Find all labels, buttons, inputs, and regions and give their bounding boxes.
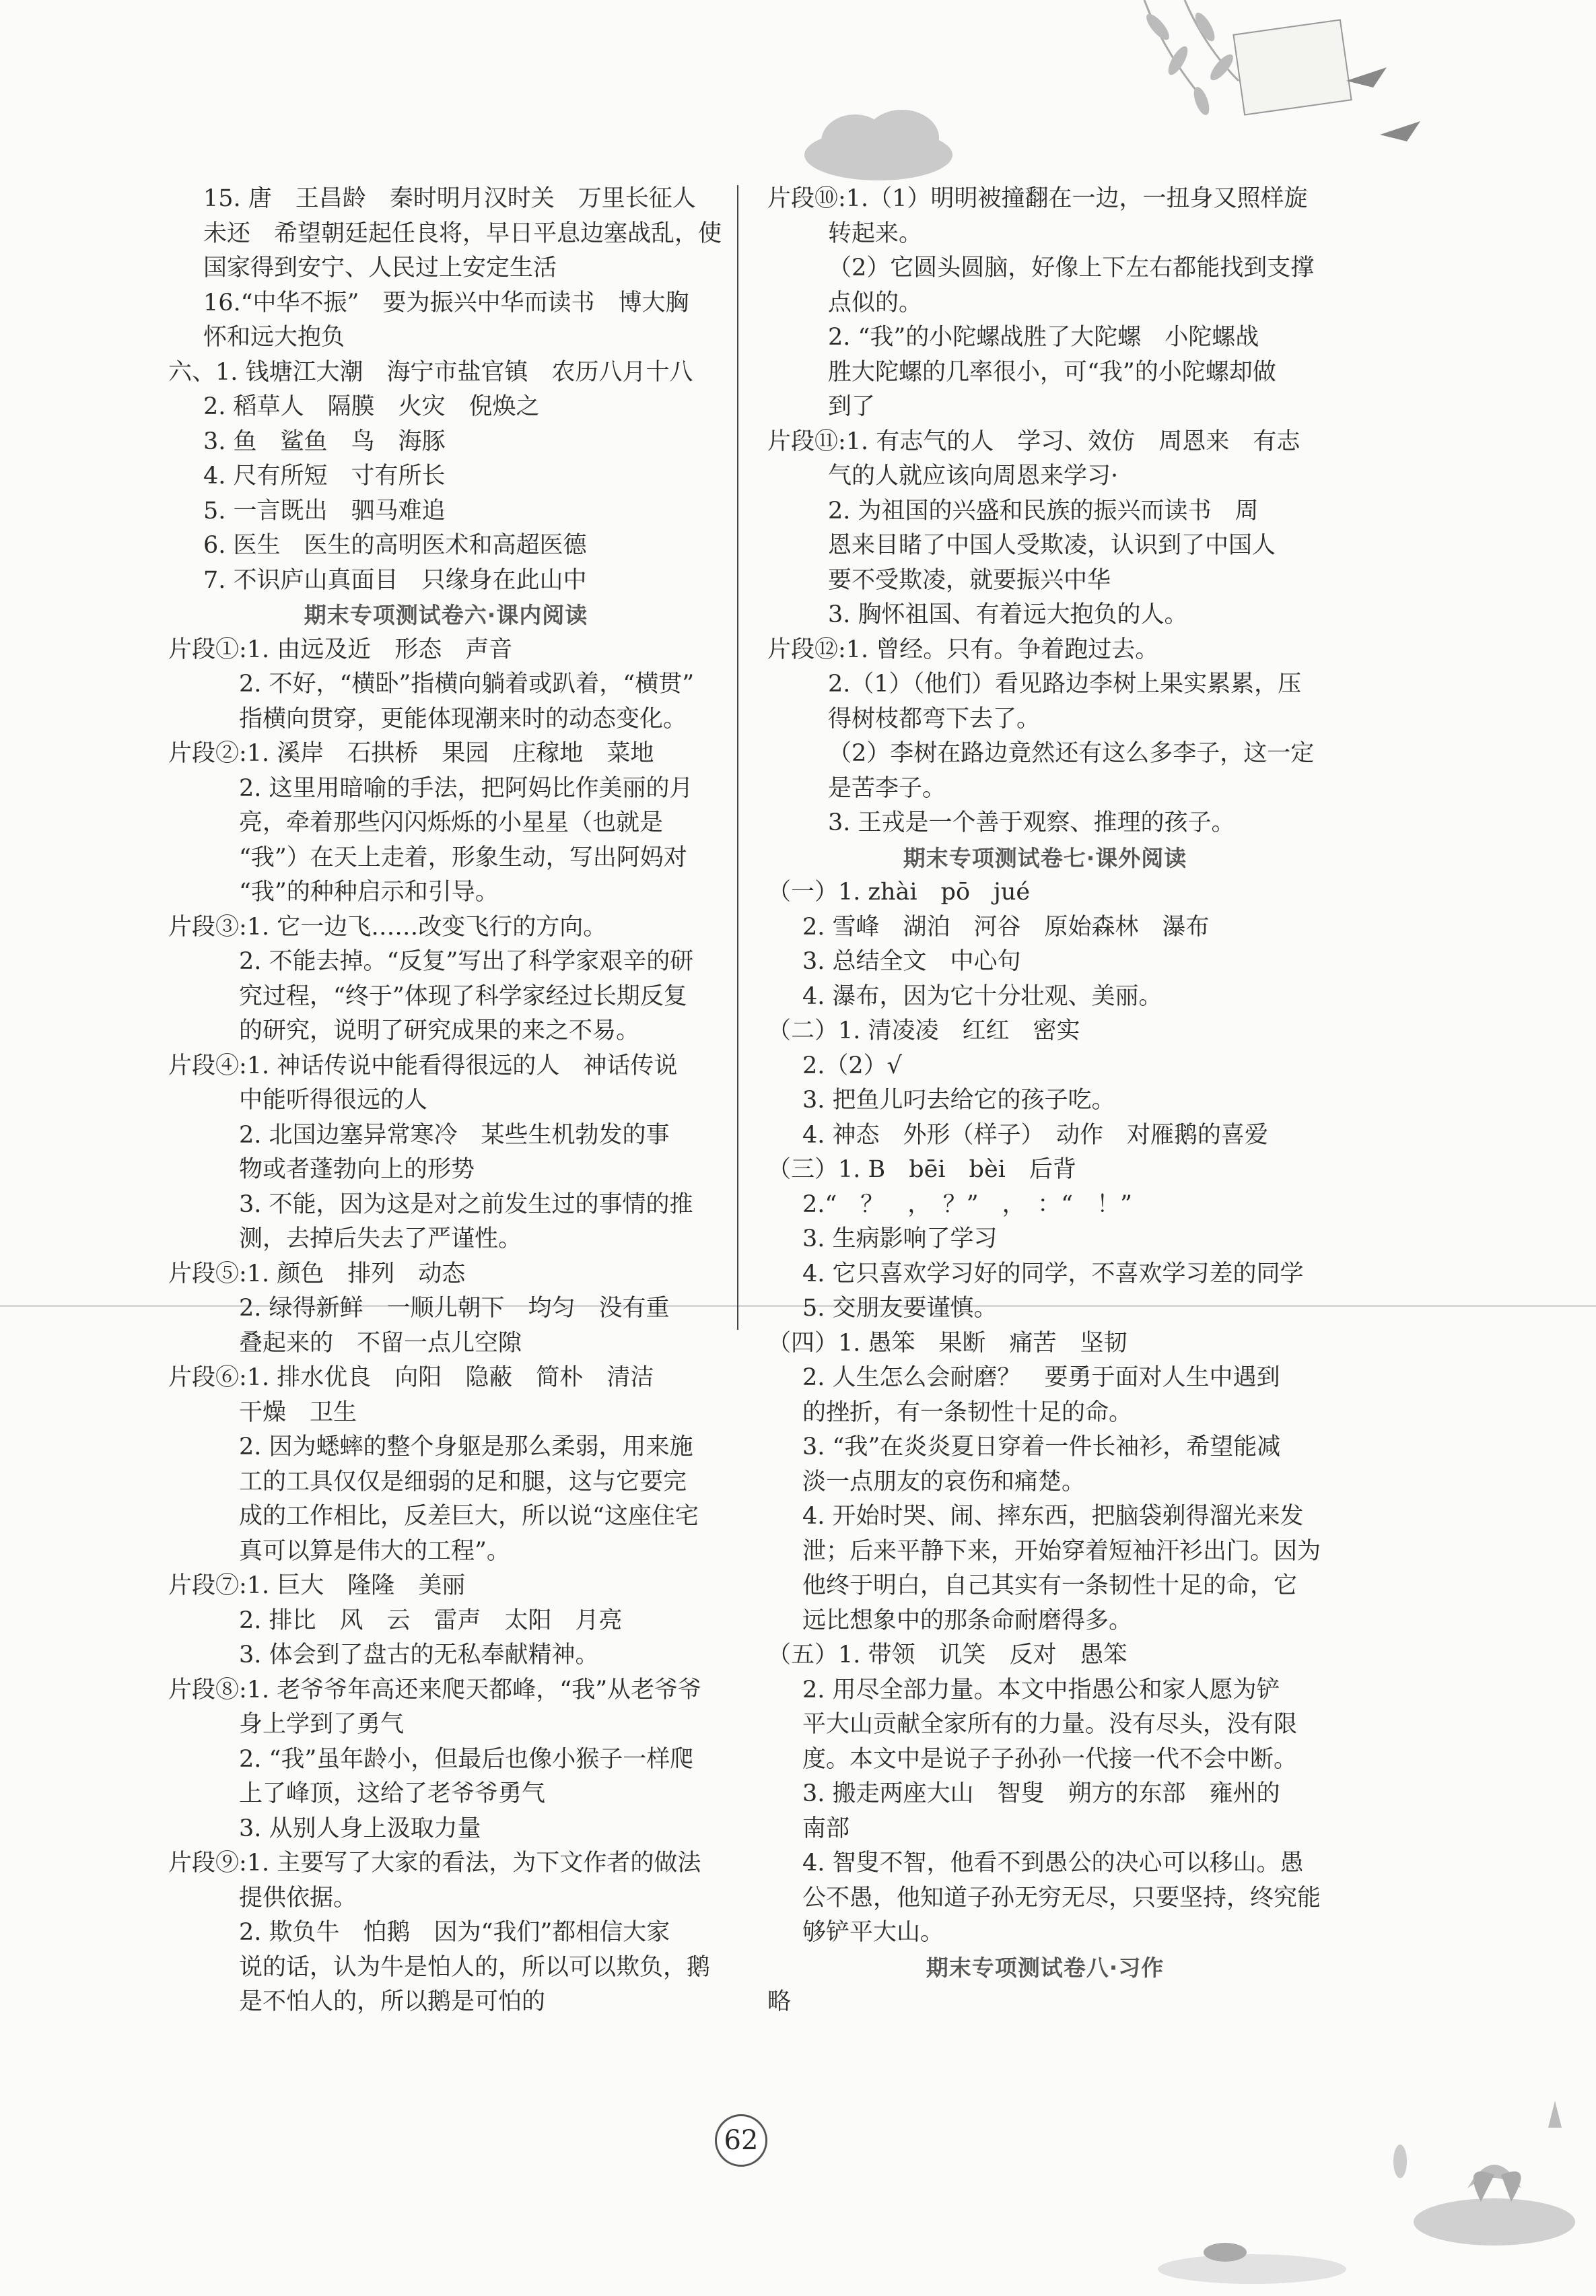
answer-line: 7. 不识庐山真面目 只缘身在此山中 <box>203 566 587 594</box>
answer-line: 说的话，认为牛是怕人的，所以可以欺负，鹅 <box>239 1953 711 1981</box>
answer-line: 2. 北国边塞异常寒冷 某些生机勃发的事 <box>239 1121 670 1149</box>
answer-line: 2. 人生怎么会耐磨？ 要勇于面对人生中遇到 <box>802 1364 1280 1391</box>
answer-line: （2）李树在路边竟然还有这么多李子，这一定 <box>828 740 1315 767</box>
answer-line: 究过程，“终于”体现了科学家经过长期反复 <box>239 982 687 1010</box>
answer-line: “我”）在天上走着，形象生动，写出阿妈对 <box>239 844 687 871</box>
answer-line: 2. 用尽全部力量。本文中指愚公和家人愿为铲 <box>802 1676 1280 1703</box>
answer-line: 3. 生病影响了学习 <box>802 1225 998 1252</box>
answer-line: 3. 把鱼儿叼去给它的孩子吃。 <box>802 1087 1115 1114</box>
answer-line: 3. 总结全文 中心句 <box>802 948 1021 975</box>
answer-line: 片段⑤:1. 颜色 排列 动态 <box>168 1260 466 1287</box>
answer-line: 够铲平大山。 <box>802 1919 944 1946</box>
answer-line: 点似的。 <box>828 289 923 316</box>
page-number: 62 <box>715 2114 767 2167</box>
answer-line: 气的人就应该向周恩来学习· <box>828 463 1119 489</box>
answer-line: 是苦李子。 <box>828 774 946 802</box>
answer-line: 3. 体会到了盘古的无私奉献精神。 <box>239 1642 599 1668</box>
answer-line: 2. 因为蟋蟀的整个身躯是那么柔弱，用来施 <box>239 1433 693 1460</box>
answer-line: 泄；后来平静下来，开始穿着短袖汗衫出门。因为 <box>802 1537 1321 1565</box>
answer-line: 片段⑥:1. 排水优良 向阳 隐蔽 简朴 清洁 <box>168 1364 654 1391</box>
answer-line: 怀和远大抱负 <box>203 324 345 351</box>
answer-line: 3. 不能，因为这是对之前发生过的事情的推 <box>239 1190 693 1218</box>
answer-line: 片段⑧:1. 老爷爷年高还来爬天都峰，“我”从老爷爷 <box>168 1676 702 1703</box>
left-answer-column <box>168 182 724 2020</box>
answer-line: （一）1. zhài pō jué <box>767 879 1031 906</box>
answer-line: 片段③:1. 它一边飞……改变飞行的方向。 <box>168 913 607 941</box>
answer-line: 的挫折，有一条韧性十足的命。 <box>802 1398 1133 1426</box>
answer-line: 的研究，说明了研究成果的来之不易。 <box>239 1017 640 1044</box>
answer-line: 片段⑫:1. 曾经。只有。争着跑过去。 <box>767 636 1159 663</box>
answer-line: 片段⑪:1. 有志气的人 学习、效仿 周恩来 有志 <box>767 428 1300 455</box>
answer-line: 6. 医生 医生的高明医术和高超医德 <box>203 532 587 559</box>
column-divider <box>737 185 738 1330</box>
answer-line: 公不愚，他知道子孙无穷无尽，只要坚持，终究能 <box>802 1884 1321 1912</box>
answer-line: 2.“ ？ ， ？” ， ：“ ！” <box>802 1190 1132 1218</box>
answer-line: 转起来。 <box>828 220 923 247</box>
section-heading: 期末专项测试卷七·课外阅读 <box>903 844 1187 871</box>
answer-line: 2. “我”的小陀螺战胜了大陀螺 小陀螺战 <box>828 324 1259 351</box>
answer-line: 指横向贯穿，更能体现潮来时的动态变化。 <box>239 705 687 733</box>
answer-line: 2.（1）（他们）看见路边李树上果实累累，压 <box>828 671 1302 698</box>
answer-line: 工的工具仅仅是细弱的足和腿，这与它要完 <box>239 1468 687 1495</box>
answer-line: 3. 胸怀祖国、有着远大抱负的人。 <box>828 601 1188 628</box>
answer-line: 提供依据。 <box>239 1884 357 1912</box>
section-heading: 期末专项测试卷六·课内阅读 <box>304 602 588 628</box>
answer-line: （五）1. 带领 讥笑 反对 愚笨 <box>767 1642 1127 1668</box>
answer-line: 2. 不好，“横卧”指横向躺着或趴着，“横贯” <box>239 671 695 698</box>
answer-line: 片段④:1. 神话传说中能看得很远的人 神话传说 <box>168 1052 678 1079</box>
answer-line: 5. 一言既出 驷马难追 <box>203 497 446 525</box>
answer-line: 南部 <box>802 1815 850 1842</box>
answer-line: 上了峰顶，这给了老爷爷勇气 <box>239 1780 546 1807</box>
answer-line: 2. 雪峰 湖泊 河谷 原始森林 瀑布 <box>802 913 1210 941</box>
answer-line: 2. 为祖国的兴盛和民族的振兴而读书 周 <box>828 497 1259 525</box>
answer-line: 2. 排比 风 云 雷声 太阳 月亮 <box>239 1607 623 1634</box>
answer-line: 4. 瀑布，因为它十分壮观、美丽。 <box>802 982 1163 1010</box>
answer-line: 片段⑦:1. 巨大 隆隆 美丽 <box>168 1572 466 1599</box>
willow-branch-decoration <box>1104 0 1454 155</box>
answer-line: 片段⑩:1.（1）明明被撞翻在一边，一扭身又照样旋 <box>767 185 1308 212</box>
right-answer-column <box>767 182 1323 2020</box>
answer-line: “我”的种种启示和引导。 <box>239 879 499 906</box>
answer-line: 是不怕人的，所以鹅是可怕的 <box>239 1988 546 2015</box>
answer-line: 3. 王戎是一个善于观察、推理的孩子。 <box>828 809 1235 836</box>
answer-line: 片段②:1. 溪岸 石拱桥 果园 庄稼地 菜地 <box>168 740 654 767</box>
section-heading: 期末专项测试卷八·习作 <box>926 1954 1165 1981</box>
answer-line: 要不受欺凌，就要振兴中华 <box>828 566 1111 594</box>
answer-line: 中能听得很远的人 <box>239 1087 428 1114</box>
answer-line: 3. “我”在炎炎夏日穿着一件长袖衫，希望能减 <box>802 1433 1281 1460</box>
answer-line: （三）1. B bēi bèi 后背 <box>767 1156 1076 1183</box>
answer-line: 3. 从别人身上汲取力量 <box>239 1815 481 1842</box>
answer-line: 成的工作相比，反差巨大，所以说“这座住宅 <box>239 1503 699 1530</box>
answer-line: 4. 它只喜欢学习好的同学，不喜欢学习差的同学 <box>802 1260 1304 1287</box>
answer-line: 2. “我”虽年龄小，但最后也像小猴子一样爬 <box>239 1745 694 1773</box>
answer-line: 胜大陀螺的几率很小，可“我”的小陀螺却做 <box>828 358 1276 386</box>
answer-line: 淡一点朋友的哀伤和痛楚。 <box>802 1468 1086 1495</box>
lotus-decoration <box>1117 2087 1589 2296</box>
answer-line: 15. 唐 王昌龄 秦时明月汉时关 万里长征人 <box>203 185 696 212</box>
answer-line: 国家得到安宁、人民过上安定生活 <box>203 255 557 281</box>
answer-line: 到了 <box>828 393 876 420</box>
answer-line: 恩来目睹了中国人受欺凌，认识到了中国人 <box>828 532 1276 559</box>
answer-line: 真可以算是伟大的工程”。 <box>239 1537 510 1565</box>
answer-line: 平大山贡献全家所有的力量。没有尽头，没有限 <box>802 1711 1298 1738</box>
answer-line: 2. 欺负牛 怕鹅 因为“我们”都相信大家 <box>239 1919 670 1946</box>
answer-line: 身上学到了勇气 <box>239 1711 405 1738</box>
answer-line: （2）它圆头圆脑，好像上下左右都能找到支撑 <box>828 255 1315 281</box>
answer-line: 未还 希望朝廷起任良将，早日平息边塞战乱，使 <box>203 220 722 247</box>
cloud-decoration <box>801 108 956 182</box>
answer-line: 4. 智叟不智，他看不到愚公的决心可以移山。愚 <box>802 1850 1304 1877</box>
answer-line: 4. 开始时哭、闹、摔东西，把脑袋剃得溜光来发 <box>802 1503 1304 1530</box>
answer-line: 2. 不能去掉。“反复”写出了科学家艰辛的研 <box>239 948 694 975</box>
answer-line: 略 <box>767 1988 792 2015</box>
answer-line: 物或者蓬勃向上的形势 <box>239 1156 475 1183</box>
answer-line: 4. 尺有所短 寸有所长 <box>203 463 446 489</box>
answer-line: 片段①:1. 由远及近 形态 声音 <box>168 636 513 663</box>
answer-line: 干燥 卫生 <box>239 1398 357 1426</box>
answer-line: 2. 稻草人 隔膜 火灾 倪焕之 <box>203 393 540 420</box>
answer-line: 度。本文中是说子子孙孙一代接一代不会中断。 <box>802 1745 1298 1773</box>
answer-line: 他终于明白，自己其实有一条韧性十足的命，它 <box>802 1572 1298 1599</box>
answer-line: 3. 搬走两座大山 智叟 朔方的东部 雍州的 <box>802 1780 1280 1807</box>
answer-line: 16.“中华不振” 要为振兴中华而读书 博大胸 <box>203 289 689 316</box>
answer-line: 得树枝都弯下去了。 <box>828 705 1041 733</box>
answer-line: （四）1. 愚笨 果断 痛苦 坚韧 <box>767 1329 1127 1357</box>
answer-line: 4. 神态 外形（样子） 动作 对雁鹅的喜爱 <box>802 1121 1269 1149</box>
answer-line: （二）1. 清凌凌 红红 密实 <box>767 1017 1080 1044</box>
answer-line: 测，去掉后失去了严谨性。 <box>239 1225 522 1252</box>
answer-line: 亮，牵着那些闪闪烁烁的小星星（也就是 <box>239 809 664 836</box>
answer-line: 5. 交朋友要谨慎。 <box>802 1295 998 1322</box>
answer-line: 片段⑨:1. 主要写了大家的看法，为下文作者的做法 <box>168 1850 701 1877</box>
answer-line: 六、1. 钱塘江大潮 海宁市盐官镇 农历八月十八 <box>168 358 693 386</box>
answer-line: 2. 绿得新鲜 一顺儿朝下 均匀 没有重 <box>239 1295 670 1322</box>
answer-line: 2. 这里用暗喻的手法，把阿妈比作美丽的月 <box>239 774 693 802</box>
answer-line: 远比想象中的那条命耐磨得多。 <box>802 1607 1133 1634</box>
answer-line: 3. 鱼 鲨鱼 鸟 海豚 <box>203 428 446 455</box>
answer-line: 2.（2）√ <box>802 1052 902 1079</box>
answer-line: 叠起来的 不留一点儿空隙 <box>239 1329 522 1357</box>
